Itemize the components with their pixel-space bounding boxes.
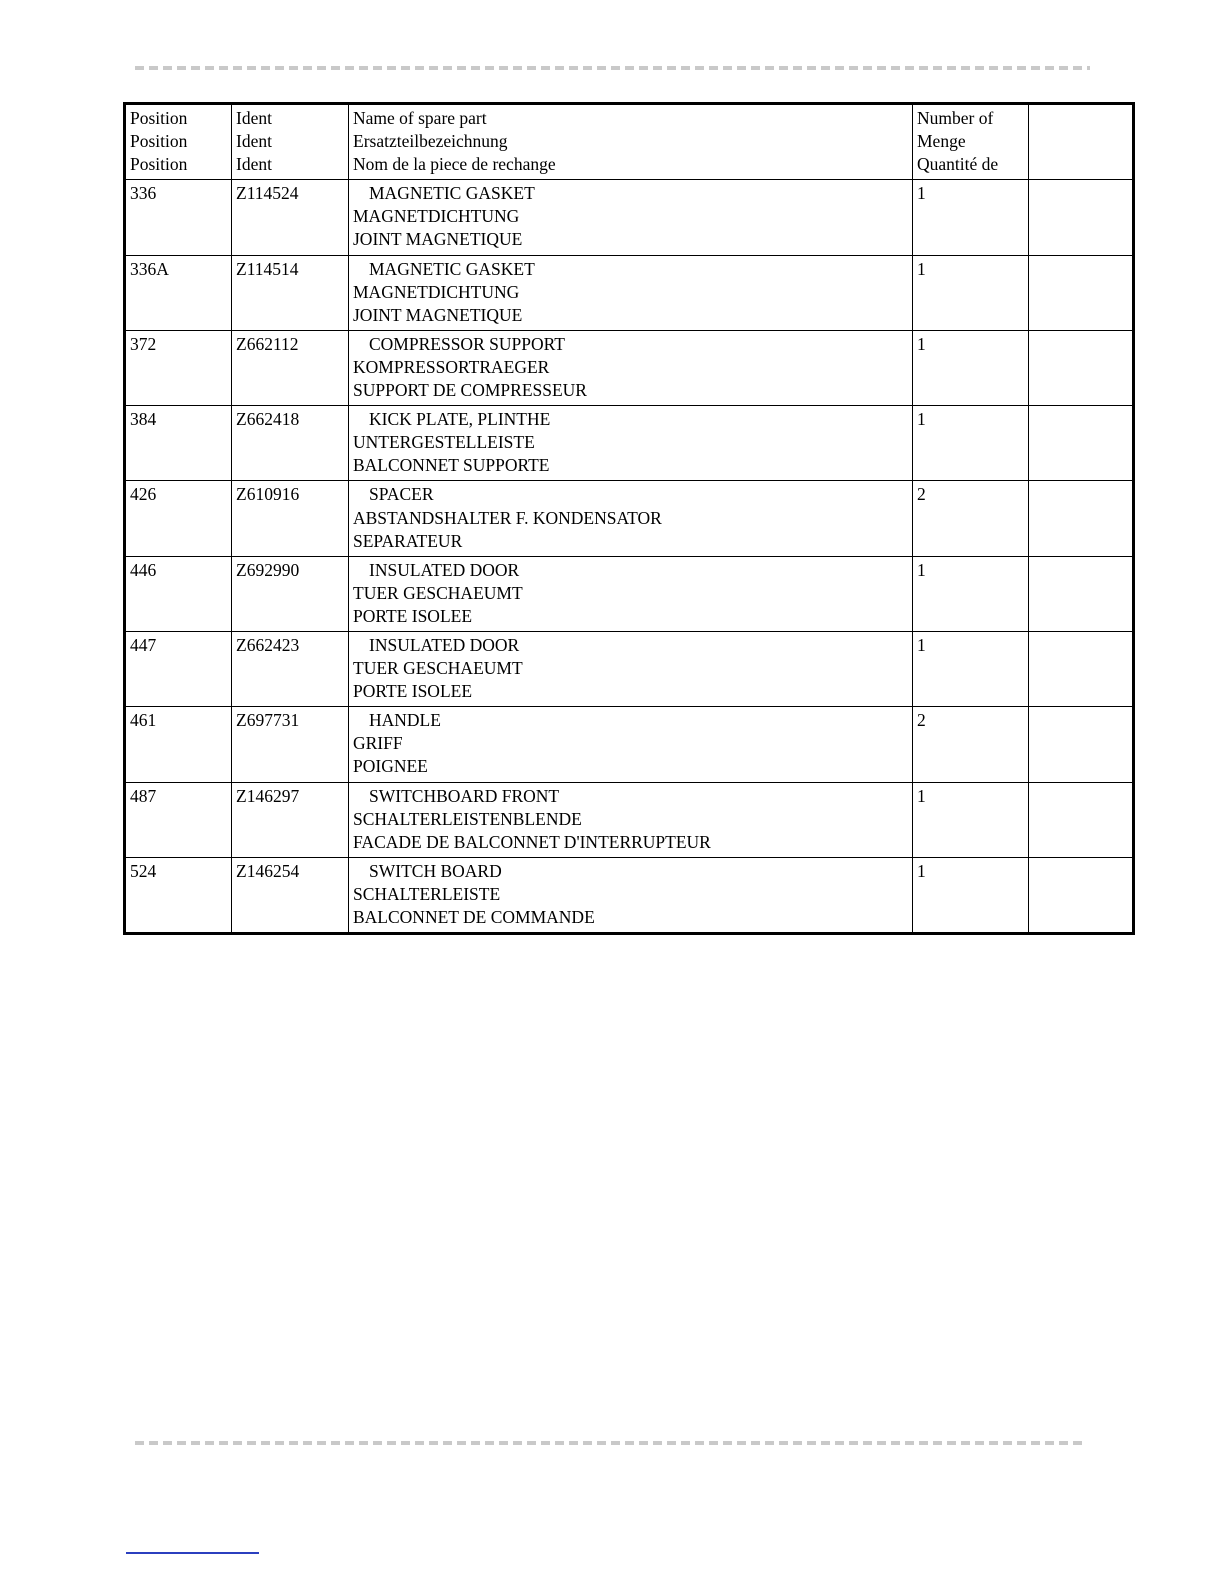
table-row	[126, 631, 1133, 706]
cell-ident: Z662418	[232, 406, 349, 481]
cell-position: 372	[126, 330, 232, 405]
cell-name-de: GRIFF	[353, 733, 403, 754]
column-header-name-en: Name of spare part	[353, 108, 487, 128]
table-row	[126, 330, 1133, 405]
cell-name-de: SCHALTERLEISTENBLENDE	[353, 808, 582, 829]
cell-name-de: SCHALTERLEISTE	[353, 883, 501, 904]
cell-position: 487	[126, 782, 232, 857]
cell-quantity: 2	[913, 481, 1029, 556]
cell-blank	[1029, 180, 1133, 255]
table-row	[126, 782, 1133, 857]
cell-name-en: HANDLE	[369, 710, 441, 731]
cell-name	[349, 255, 913, 330]
cell-quantity: 2	[913, 707, 1029, 782]
cell-quantity: 1	[913, 556, 1029, 631]
cell-name-fr: PORTE ISOLEE	[353, 681, 473, 702]
cell-name	[349, 707, 913, 782]
cell-blank	[1029, 631, 1133, 706]
column-header-quantity-en: Number of	[917, 108, 994, 128]
table-row	[126, 255, 1133, 330]
column-header-quantity-fr: Quantité de	[917, 154, 999, 175]
cell-name	[349, 556, 913, 631]
cell-name-en: SPACER	[369, 484, 434, 505]
cell-blank	[1029, 481, 1133, 556]
table-header-row	[126, 105, 1133, 180]
cell-name-en: MAGNETIC GASKET	[369, 258, 535, 279]
spare-parts-table-container	[125, 104, 1132, 933]
cell-blank	[1029, 707, 1133, 782]
cell-blank	[1029, 556, 1133, 631]
cell-blank	[1029, 782, 1133, 857]
cell-quantity: 1	[913, 857, 1029, 932]
cell-ident: Z692990	[232, 556, 349, 631]
cell-name-en: COMPRESSOR SUPPORT	[369, 333, 565, 354]
column-header-ident-de: Ident	[236, 131, 272, 152]
table-body	[126, 180, 1133, 933]
cell-name-de: TUER GESCHAEUMT	[353, 658, 523, 679]
cell-position: 336	[126, 180, 232, 255]
cell-position: 384	[126, 406, 232, 481]
bottom-divider-rule	[135, 1441, 1085, 1445]
cell-name	[349, 180, 913, 255]
cell-name-fr: PORTE ISOLEE	[353, 605, 473, 626]
column-header-ident-fr: Ident	[236, 154, 272, 175]
table-row	[126, 857, 1133, 932]
column-header-ident-en: Ident	[236, 108, 272, 128]
cell-name-de: UNTERGESTELLEISTE	[353, 432, 535, 453]
cell-name-en: SWITCHBOARD FRONT	[369, 785, 560, 806]
table-row	[126, 180, 1133, 255]
column-header-position-fr: Position	[130, 154, 188, 175]
cell-name-de: MAGNETDICHTUNG	[353, 206, 520, 227]
cell-name-en: INSULATED DOOR	[369, 634, 520, 655]
cell-name-fr: SUPPORT DE COMPRESSEUR	[353, 380, 587, 401]
cell-name-en: INSULATED DOOR	[369, 559, 520, 580]
column-header-blank	[1029, 105, 1133, 180]
cell-ident: Z662112	[232, 330, 349, 405]
cell-name	[349, 406, 913, 481]
spare-parts-table	[125, 104, 1133, 933]
cell-blank	[1029, 255, 1133, 330]
cell-name-fr: JOINT MAGNETIQUE	[353, 304, 523, 325]
cell-ident: Z146254	[232, 857, 349, 932]
cell-name-de: TUER GESCHAEUMT	[353, 582, 523, 603]
cell-ident: Z146297	[232, 782, 349, 857]
cell-name-de: KOMPRESSORTRAEGER	[353, 356, 550, 377]
cell-name-fr: BALCONNET DE COMMANDE	[353, 907, 595, 927]
cell-name-de: MAGNETDICHTUNG	[353, 281, 520, 302]
cell-position: 461	[126, 707, 232, 782]
cell-name-en: KICK PLATE, PLINTHE	[369, 409, 551, 430]
column-header-position	[126, 105, 232, 180]
table-row	[126, 481, 1133, 556]
cell-name-fr: JOINT MAGNETIQUE	[353, 229, 523, 250]
cell-quantity: 1	[913, 180, 1029, 255]
table-row	[126, 556, 1133, 631]
cell-position: 426	[126, 481, 232, 556]
cell-position: 336A	[126, 255, 232, 330]
cell-quantity: 1	[913, 330, 1029, 405]
column-header-quantity-de: Menge	[917, 131, 966, 152]
cell-ident: Z114514	[232, 255, 349, 330]
cell-ident: Z697731	[232, 707, 349, 782]
cell-name-fr: POIGNEE	[353, 756, 428, 777]
cell-blank	[1029, 406, 1133, 481]
cell-name	[349, 857, 913, 932]
cell-ident: Z610916	[232, 481, 349, 556]
table-header	[126, 105, 1133, 180]
column-header-name-fr: Nom de la piece de rechange	[353, 154, 556, 175]
cell-quantity: 1	[913, 406, 1029, 481]
cell-position: 447	[126, 631, 232, 706]
column-header-ident	[232, 105, 349, 180]
cell-name-fr: SEPARATEUR	[353, 530, 463, 551]
cell-name-fr: BALCONNET SUPPORTE	[353, 455, 550, 476]
cell-ident: Z114524	[232, 180, 349, 255]
column-header-position-en: Position	[130, 108, 188, 128]
column-header-name-de: Ersatzteilbezeichnung	[353, 131, 508, 152]
table-row	[126, 406, 1133, 481]
cell-name-en: SWITCH BOARD	[369, 860, 502, 881]
cell-position: 524	[126, 857, 232, 932]
cell-quantity: 1	[913, 631, 1029, 706]
footer-link[interactable]	[126, 1552, 259, 1554]
cell-name	[349, 330, 913, 405]
cell-blank	[1029, 330, 1133, 405]
top-divider-rule	[135, 66, 1090, 70]
column-header-position-de: Position	[130, 131, 188, 152]
cell-name	[349, 481, 913, 556]
column-header-name	[349, 105, 913, 180]
cell-name	[349, 631, 913, 706]
cell-name-de: ABSTANDSHALTER F. KONDENSATOR	[353, 507, 662, 528]
column-header-quantity	[913, 105, 1029, 180]
cell-quantity: 1	[913, 782, 1029, 857]
cell-ident: Z662423	[232, 631, 349, 706]
cell-name	[349, 782, 913, 857]
table-row	[126, 707, 1133, 782]
cell-blank	[1029, 857, 1133, 932]
cell-name-fr: FACADE DE BALCONNET D'INTERRUPTEUR	[353, 831, 711, 852]
cell-position: 446	[126, 556, 232, 631]
cell-name-en: MAGNETIC GASKET	[369, 183, 535, 204]
cell-quantity: 1	[913, 255, 1029, 330]
